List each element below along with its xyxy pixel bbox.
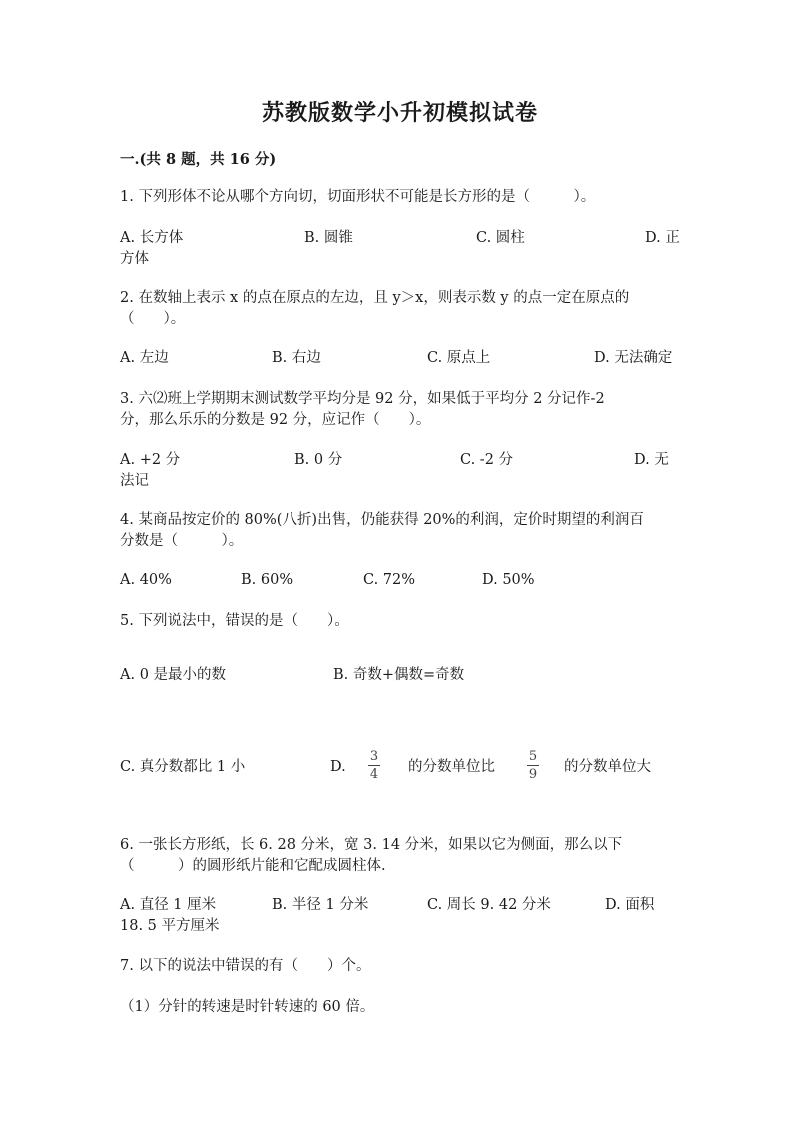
question-6-option-c: C. 周长 9. 42 分米	[427, 897, 551, 913]
question-5-stem: 5. 下列说法中，错误的是（ ）。	[120, 613, 349, 629]
question-1-option-d: D. 正	[645, 230, 680, 246]
question-4-stem-line2: 分数是（ ）。	[120, 533, 244, 549]
fraction-denominator: 4	[369, 767, 379, 782]
question-4-option-c: C. 72%	[363, 572, 416, 588]
fraction-denominator: 9	[528, 767, 538, 782]
question-5-option-d-mid: 的分数单位比	[408, 759, 495, 775]
question-6-stem-line1: 6. 一张长方形纸，长 6. 28 分米，宽 3. 14 分米，如果以它为侧面，那么以下	[120, 837, 623, 853]
question-5-option-d-prefix: D.	[330, 759, 346, 775]
question-5-option-d-suffix: 的分数单位大	[564, 759, 651, 775]
page-title: 苏教版数学小升初模拟试卷	[261, 100, 538, 126]
question-2-stem-line1: 2. 在数轴上表示 x 的点在原点的左边，且 y＞x，则表示数 y 的点一定在原点的	[120, 290, 630, 306]
question-2-stem-line2: （ ）。	[120, 311, 186, 327]
fraction-bar	[527, 765, 539, 766]
section-heading: 一.(共 8 题，共 16 分)	[120, 151, 277, 168]
question-1-option-b: B. 圆锥	[304, 230, 353, 246]
question-3-option-b: B. 0 分	[294, 452, 343, 468]
question-3-option-d-cont: 法记	[120, 473, 149, 489]
question-6-option-a: A. 直径 1 厘米	[120, 897, 217, 913]
question-2-option-d: D. 无法确定	[594, 350, 673, 366]
question-3-option-a: A. +2 分	[120, 452, 181, 468]
fraction-three-quarters	[368, 749, 380, 782]
fraction-five-ninths	[527, 749, 539, 782]
question-1-option-c: C. 圆柱	[476, 230, 525, 246]
question-1-option-d-cont: 方体	[120, 251, 149, 267]
question-5-option-c: C. 真分数都比 1 小	[120, 759, 246, 775]
fraction-numerator: 5	[528, 749, 538, 764]
question-4-stem-line1: 4. 某商品按定价的 80%(八折)出售，仍能获得 20%的利润，定价时期望的利润百	[120, 512, 644, 528]
question-4-option-b: B. 60%	[241, 572, 294, 588]
question-2-option-c: C. 原点上	[427, 350, 491, 366]
question-2-option-b: B. 右边	[272, 350, 321, 366]
question-1-option-a: A. 长方体	[120, 230, 184, 246]
question-1-stem: 1. 下列形体不论从哪个方向切，切面形状不可能是长方形的是（ ）。	[120, 189, 596, 205]
question-4-option-a: A. 40%	[120, 572, 172, 588]
question-7-stem: 7. 以下的说法中错误的有（ ）个。	[120, 958, 371, 974]
question-7-item-1: （1）分针的转速是时针转速的 60 倍。	[120, 999, 375, 1015]
question-2-option-a: A. 左边	[120, 350, 169, 366]
question-5-option-b: B. 奇数+偶数=奇数	[333, 667, 465, 683]
question-3-option-d: D. 无	[634, 452, 669, 468]
question-6-option-d: D. 面积	[605, 897, 655, 913]
question-5-option-a: A. 0 是最小的数	[120, 667, 227, 683]
question-3-option-c: C. -2 分	[460, 452, 514, 468]
question-3-stem-line1: 3. 六⑵班上学期期末测试数学平均分是 92 分，如果低于平均分 2 分记作-2	[120, 391, 605, 407]
question-6-option-d-cont: 18. 5 平方厘米	[120, 918, 220, 934]
question-4-option-d: D. 50%	[482, 572, 535, 588]
question-3-stem-line2: 分，那么乐乐的分数是 92 分，应记作（ ）。	[120, 412, 431, 428]
fraction-numerator: 3	[369, 749, 379, 764]
question-6-stem-line2: （ ）的圆形纸片能和它配成圆柱体.	[120, 858, 386, 874]
question-6-option-b: B. 半径 1 分米	[272, 897, 369, 913]
fraction-bar	[368, 765, 380, 766]
